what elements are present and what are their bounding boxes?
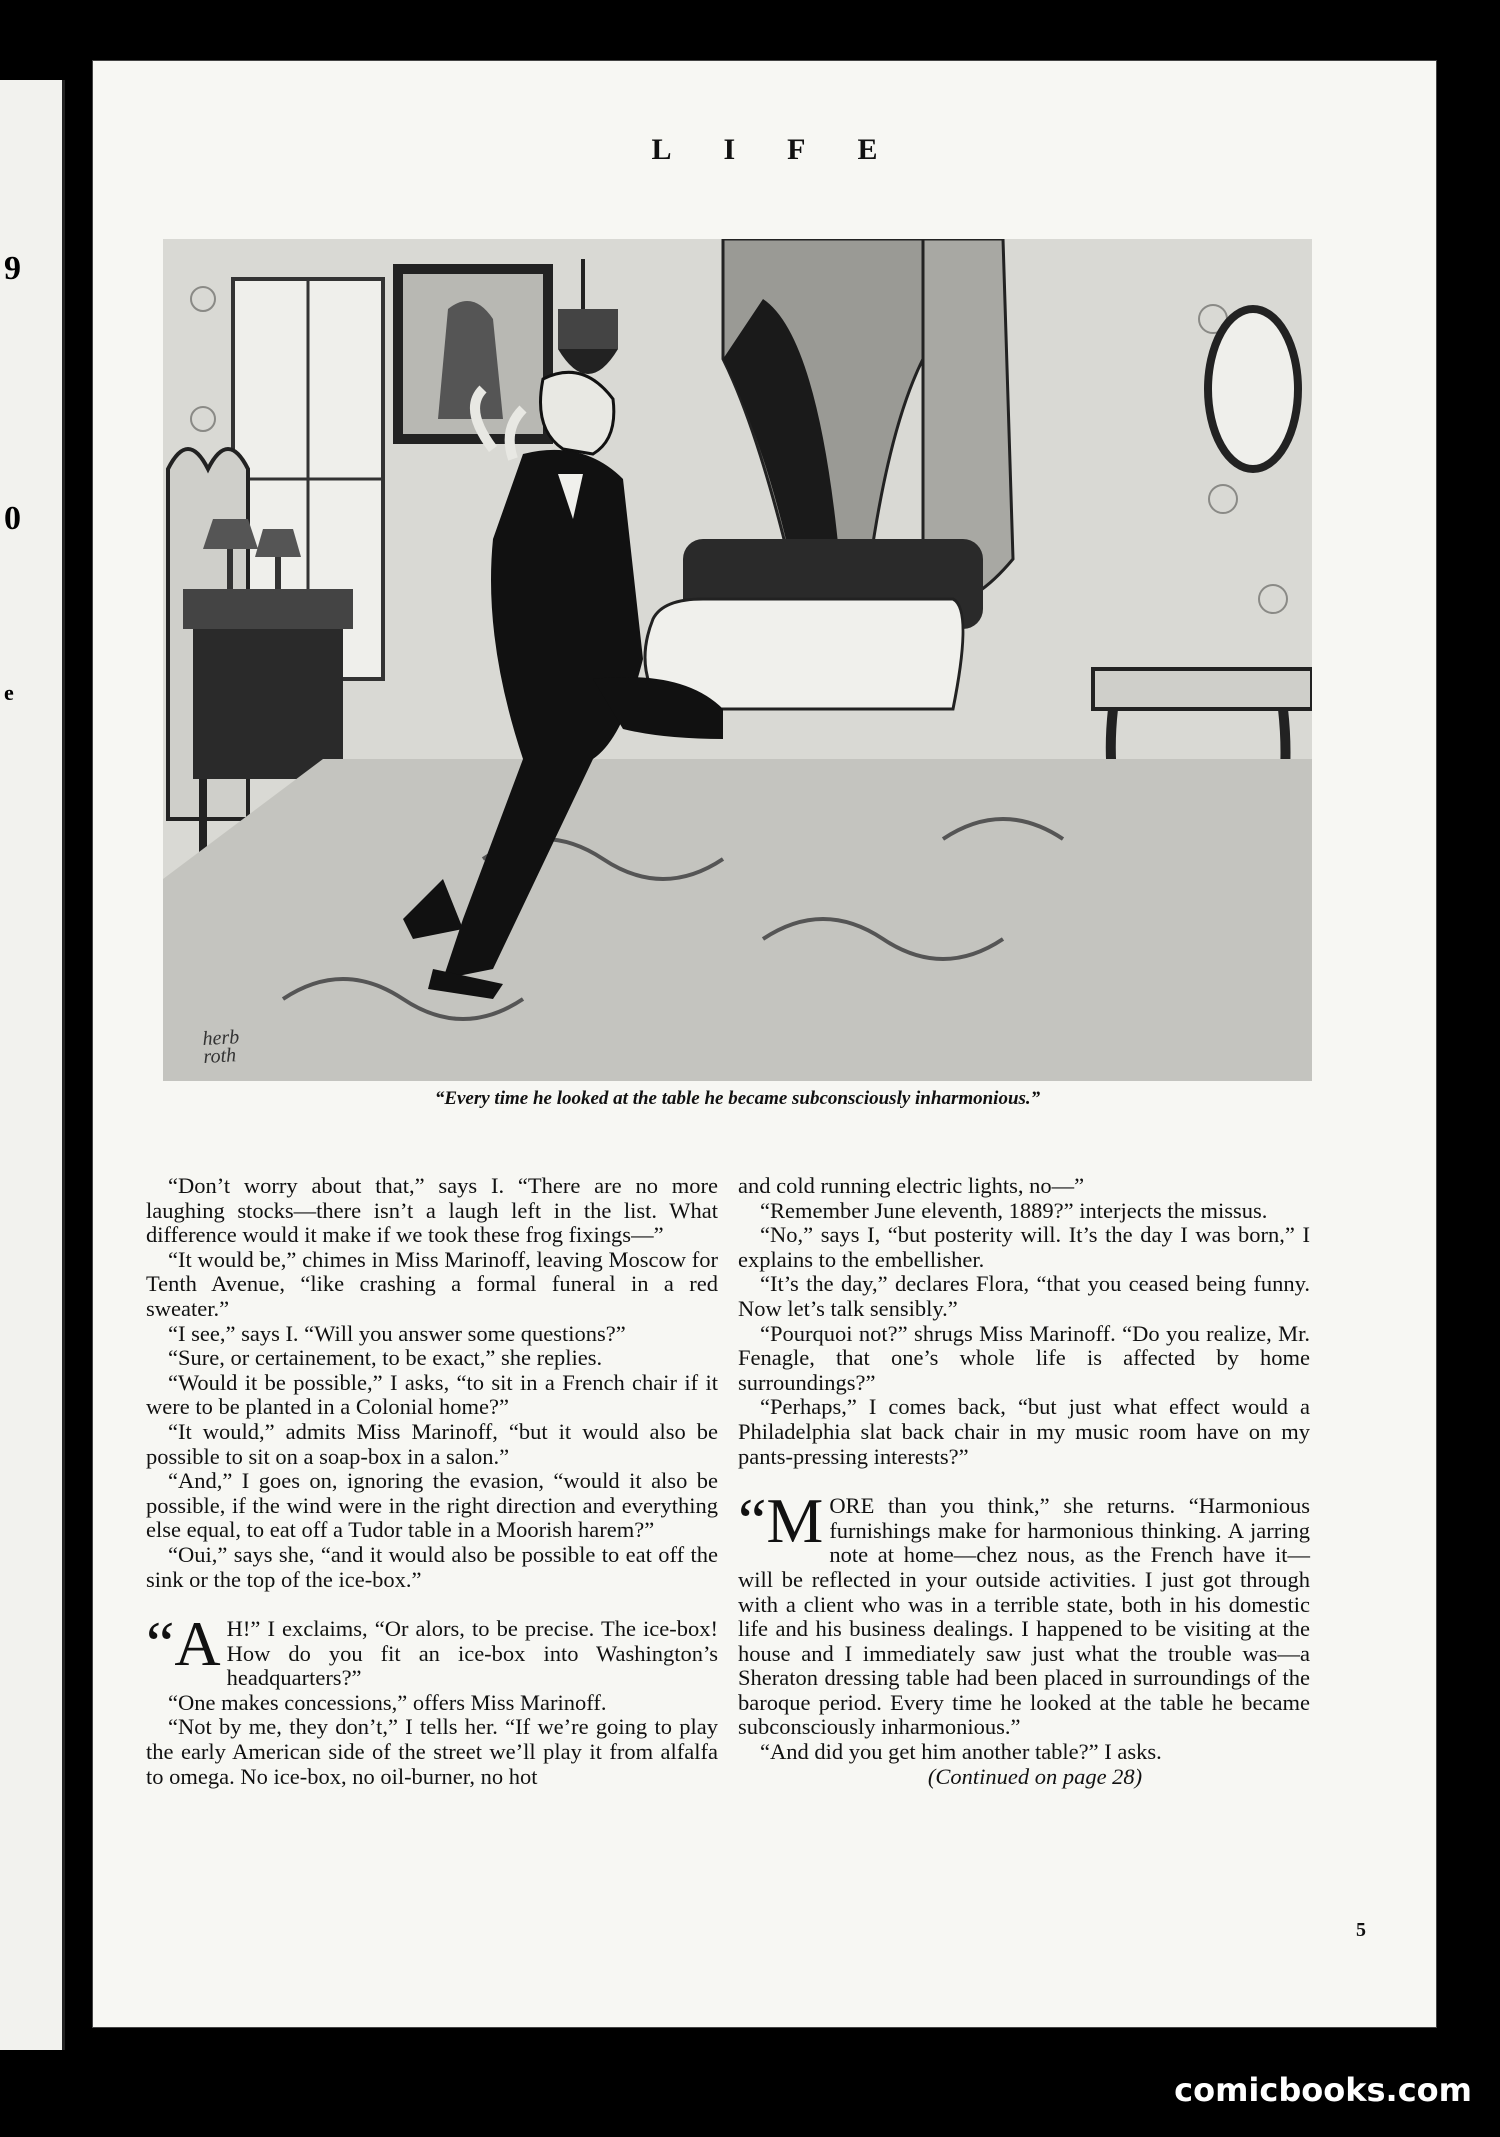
paragraph: “Perhaps,” I comes back, “but just what effect would a Philadelphia slat back chair in my music room have on my pants-pressing interests?”	[738, 1394, 1310, 1469]
paragraph: “And,” I goes on, ignoring the evasion, “would it also be possible, if the wind were in the right direction and everything else equal, to eat off a Tudor table in a Moorish harem?”	[146, 1468, 718, 1543]
edge-mark: e	[4, 680, 14, 705]
paragraph: “No,” says I, “but posterity will. It’s the day I was born,” I explains to the embellisher.	[738, 1222, 1310, 1272]
artist-signature: herb roth	[201, 1026, 240, 1068]
dropcap-paragraph: “M ORE than you think,” she returns. “Harmonious furnishings make for harmonious thinking. A jarring note at home—chez nous, as the French have it—will be reflected in your outside activities. I just got through with a client who was in a terrible state, both in his domestic life and his business dealings. I happened to be visiting at the house and I immediately saw just what the trouble was—a Sheraton dressing table had been placed in surroundings of the baroque period. Every time he looked at the table he became subconsciously inharmonious.”	[738, 1485, 1310, 1740]
illustration-caption: “Every time he looked at the table he became subconsciously inharmonious.”	[434, 1088, 1041, 1109]
paragraph: “I see,” says I. “Will you answer some questions?”	[168, 1320, 626, 1346]
paragraph: and cold running electric lights, no—”	[738, 1173, 1085, 1198]
magazine-page	[92, 60, 1437, 2028]
paragraph: “Pourquoi not?” shrugs Miss Marinoff. “Do you realize, Mr. Fenagle, that one’s whole life is affected by home surroundings?”	[738, 1320, 1310, 1395]
paragraph: “It would,” admits Miss Marinoff, “but it would also be possible to sit on a soap-box in a salon.”	[146, 1418, 718, 1469]
site-watermark: comicbooks.com	[1174, 2071, 1472, 2109]
dropcap-paragraph: “A H!” I exclaims, “Or alors, to be precise. The ice-box! How do you fit an ice-box into Washington’s headquarters?”	[146, 1608, 718, 1691]
page-number: 5	[1356, 1919, 1366, 1941]
paragraph: “It’s the day,” declares Flora, “that you ceased being funny. Now let’s talk sensibly.”	[738, 1271, 1310, 1321]
illustration	[163, 239, 1312, 1081]
paragraph: “Remember June eleventh, 1889?” interjects the missus.	[760, 1197, 1268, 1223]
edge-mark: 9	[4, 250, 21, 287]
paragraph: “It would be,” chimes in Miss Marinoff, leaving Moscow for Tenth Avenue, “like crashing a formal funeral in a red sweater.”	[146, 1246, 718, 1321]
paragraph: “Don’t worry about that,” says I. “There are no more laughing stocks—there isn’t a laugh left in the list. What difference would it make if we took these frog fixings—”	[146, 1173, 718, 1248]
dropcap-letter: “M	[738, 1485, 824, 1557]
paragraph: “Would it be possible,” I asks, “to sit in a French chair if it were to be planted in a Colonial home?”	[146, 1369, 718, 1420]
continued-note: (Continued on page 28)	[927, 1763, 1143, 1789]
paragraph: “Sure, or certainement, to be exact,” she replies.	[168, 1345, 603, 1371]
paragraph: “One makes concessions,” offers Miss Marinoff.	[168, 1689, 607, 1715]
paragraph: “And did you get him another table?” I asks.	[760, 1739, 1162, 1765]
edge-mark: 0	[4, 500, 21, 537]
text-column-right	[738, 1174, 1310, 1789]
paragraph: “Oui,” says she, “and it would also be possible to eat off the sink or the top of the ice-box.”	[146, 1541, 718, 1592]
facing-page-edge	[0, 80, 65, 2050]
bedroom-scene-drawing	[163, 239, 1312, 1081]
paragraph: “Not by me, they don’t,” I tells her. “If we’re going to play the early American side of the street we’ll play it from alfalfa to omega. No ice-box, no oil-burner, no hot	[146, 1714, 718, 1789]
dropcap-letter: “A	[146, 1608, 221, 1680]
masthead: LIFE	[651, 133, 930, 166]
text-column-left	[146, 1174, 718, 1789]
